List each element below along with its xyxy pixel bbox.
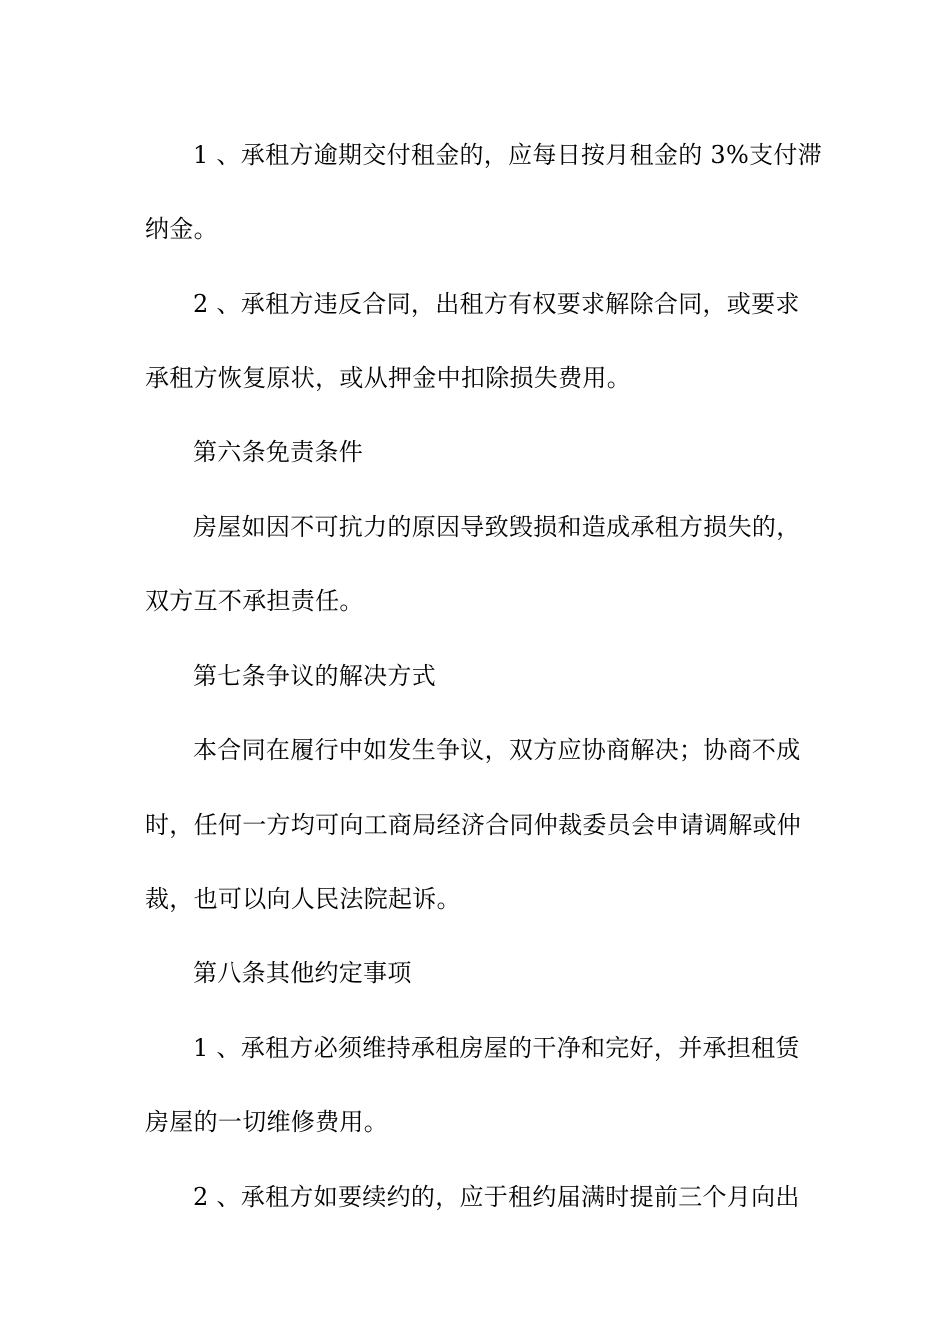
clause-7-body-line-2: 时，任何一方均可向工商局经济合同仲裁委员会申请调解或仲 <box>145 811 802 839</box>
clause-7-heading: 第七条争议的解决方式 <box>193 662 436 690</box>
clause-8-item-1-line-1: 1 、承租方必须维持承租房屋的干净和完好，并承担租赁 <box>193 1034 800 1062</box>
clause-7-body-line-3: 裁，也可以向人民法院起诉。 <box>145 885 461 913</box>
clause-8-item-2-line-1: 2 、承租方如要续约的，应于租约届满时提前三个月向出 <box>193 1183 800 1211</box>
clause-8-heading: 第八条其他约定事项 <box>193 959 412 987</box>
clause-6-heading: 第六条免责条件 <box>193 438 364 466</box>
clause-8-item-1-line-2: 房屋的一切维修费用。 <box>145 1108 388 1136</box>
clause-6-body-line-1: 房屋如因不可抗力的原因导致毁损和造成承租方损失的， <box>193 513 801 541</box>
clause-5-item-2-line-2: 承租方恢复原状，或从押金中扣除损失费用。 <box>145 364 631 392</box>
clause-5-item-1-line-2: 纳金。 <box>145 215 218 243</box>
clause-5-item-1-line-1: 1 、承租方逾期交付租金的，应每日按月租金的 3%支付滞 <box>193 141 822 169</box>
clause-7-body-line-1: 本合同在履行中如发生争议，双方应协商解决；协商不成 <box>193 736 801 764</box>
clause-5-item-2-line-1: 2 、承租方违反合同，出租方有权要求解除合同，或要求 <box>193 290 800 318</box>
clause-6-body-line-2: 双方互不承担责任。 <box>145 587 364 615</box>
